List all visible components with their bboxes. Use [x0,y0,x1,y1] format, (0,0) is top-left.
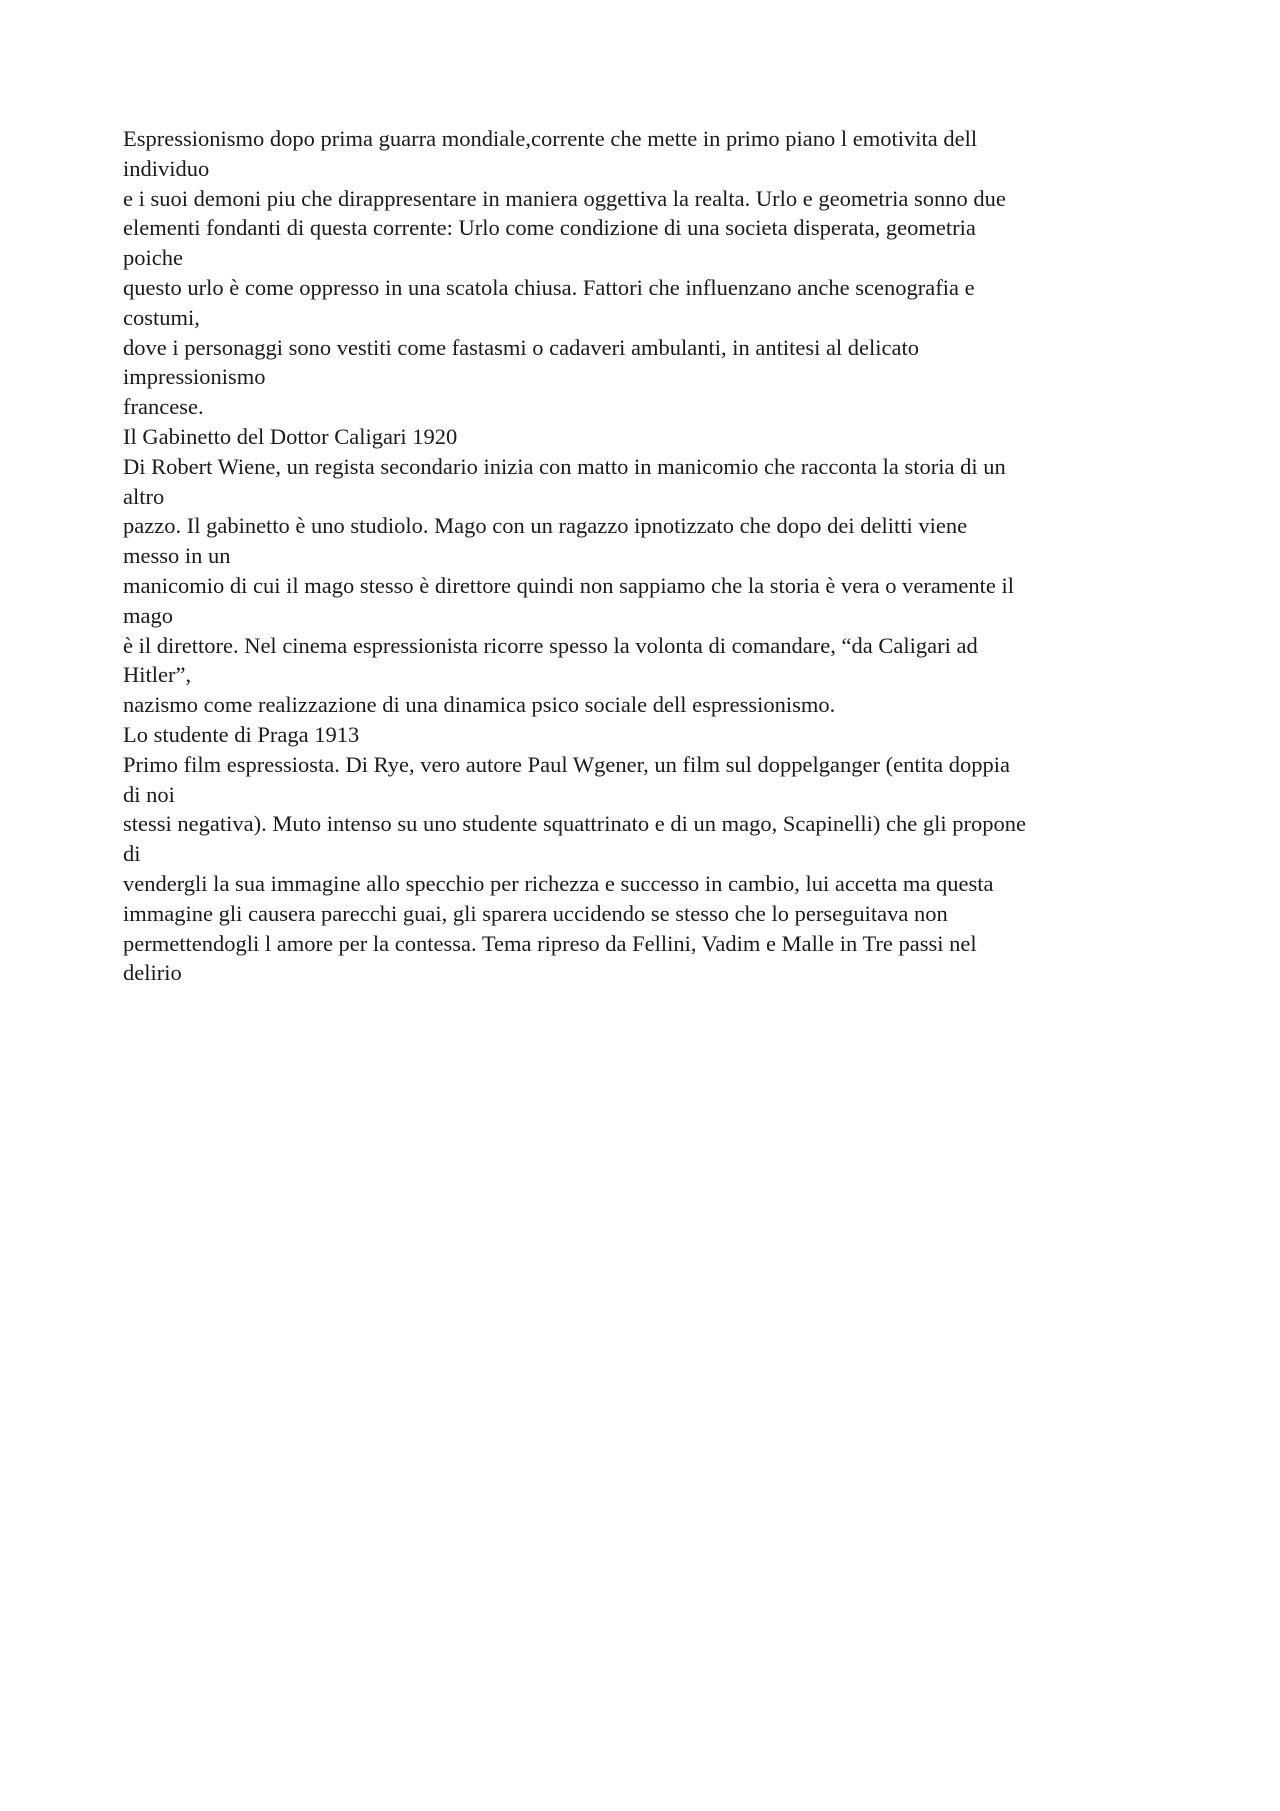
text-line: Espressionismo dopo prima guarra mondiale,corrente che mette in primo piano l emotivita dell [123,126,978,151]
text-line: altro [123,483,165,509]
text-line: stessi negativa). Muto intenso su uno studente squattrinato e di un mago, Scapinelli) che gli propone [123,811,1026,837]
text-line: elementi fondanti di questa corrente: Urlo come condizione di una societa disperata, geometria [123,215,976,241]
text-line: poiche [123,245,183,271]
text-line: dove i personaggi sono vestiti come fastasmi o cadaveri ambulanti, in antitesi al delicato [123,334,920,360]
text-line: immagine gli causera parecchi guai, gli sparera uccidendo se stesso che lo perseguitava non [123,900,948,926]
text-line: mago [123,602,173,628]
text-line: è il direttore. Nel cinema espressionista ricorre spesso la volonta di comandare, “da Caligari ad [123,632,978,658]
text-line: questo urlo è come oppresso in una scatola chiusa. Fattori che influenzano anche scenografia e [123,274,975,300]
text-line: francese. [123,394,204,420]
text-line: vendergli la sua immagine allo specchio per richezza e successo in cambio, lui accetta ma questa [123,870,994,896]
heading-studente-di-praga: Lo studente di Praga 1913 [123,721,360,747]
text-line: individuo [123,155,210,181]
text-line: nazismo come realizzazione di una dinamica psico sociale dell espressionismo. [123,692,836,718]
text-line: permettendogli l amore per la contessa. Tema ripreso da Fellini, Vadim e Malle in Tre passi nel [123,930,977,956]
text-line: di [123,841,141,867]
text-line: impressionismo [123,364,266,390]
text-line: costumi, [123,304,200,330]
text-line: messo in un [123,543,231,569]
heading-caligari: Il Gabinetto del Dottor Caligari 1920 [123,423,458,449]
text-line: delirio [123,960,182,986]
text-line: e i suoi demoni piu che dirappresentare in maniera oggettiva la realta. Urlo e geometria sonno due [123,185,1006,211]
text-line: Hitler”, [123,662,192,688]
text-line: di noi [123,781,175,807]
text-line: manicomio di cui il mago stesso è direttore quindi non sappiamo che la storia è vera o veramente il [123,572,1014,598]
text-line: pazzo. Il gabinetto è uno studiolo. Mago con un ragazzo ipnotizzato che dopo dei delitti viene [123,513,968,539]
text-line: Primo film espressiosta. Di Rye, vero autore Paul Wgener, un film sul doppelganger (entita doppia [123,751,1010,777]
text-line: Di Robert Wiene, un regista secondario inizia con matto in manicomio che racconta la storia di un [123,453,1006,479]
document-body [123,124,1183,988]
